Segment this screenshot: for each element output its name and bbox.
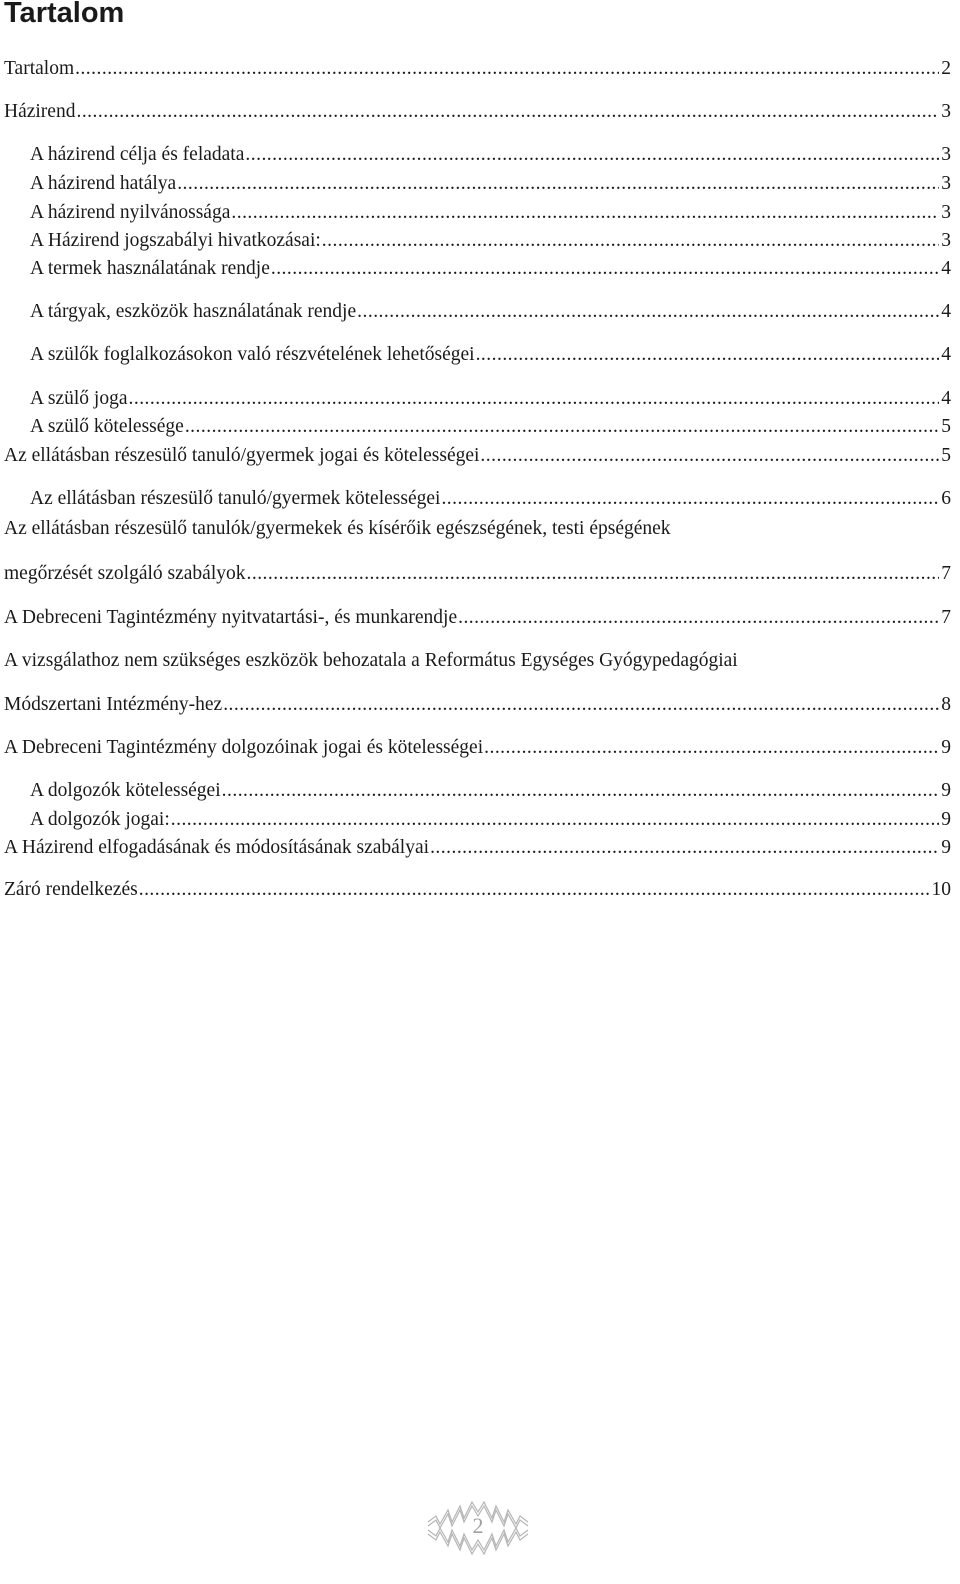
toc-entry[interactable] xyxy=(30,778,951,804)
toc-entry[interactable] xyxy=(30,386,951,412)
toc-entry-label: A házirend célja és feladata xyxy=(30,144,245,165)
dot-leader xyxy=(247,561,940,587)
page-number-badge xyxy=(426,1488,530,1568)
toc-entry-label: Záró rendelkezés xyxy=(4,879,138,900)
toc-entry-page: 3 xyxy=(941,101,951,122)
toc-entry-label: megőrzését szolgáló szabályok xyxy=(4,563,246,584)
toc-entry-label: A Házirend jogszabályi hivatkozásai: xyxy=(30,230,321,251)
page-number: 2 xyxy=(472,1513,484,1538)
toc-entry-page: 6 xyxy=(941,488,951,509)
toc-entry-label: A szülő joga xyxy=(30,388,128,409)
toc-entry-label: A házirend nyilvánossága xyxy=(30,202,231,223)
dot-leader xyxy=(245,142,939,168)
toc-entry[interactable] xyxy=(30,200,951,226)
dot-leader xyxy=(484,735,939,761)
toc-heading: Tartalom xyxy=(4,0,125,29)
dot-leader xyxy=(271,256,939,282)
toc-entry-page: 4 xyxy=(941,301,951,322)
toc-entry[interactable] xyxy=(30,256,951,282)
toc-entry[interactable] xyxy=(4,561,951,587)
toc-entry-label: A dolgozók kötelességei xyxy=(30,780,221,801)
toc-entry[interactable] xyxy=(4,605,951,631)
toc-entry[interactable] xyxy=(30,807,951,833)
dot-leader xyxy=(76,99,939,125)
toc-entry-first-line[interactable] xyxy=(4,516,951,542)
toc-entry[interactable] xyxy=(4,877,951,903)
toc-entry-page: 5 xyxy=(941,416,951,437)
toc-entry-page: 9 xyxy=(941,780,951,801)
dot-leader xyxy=(441,486,939,512)
toc-entry-page: 7 xyxy=(941,607,951,628)
toc-entry[interactable] xyxy=(30,171,951,197)
dot-leader xyxy=(177,171,939,197)
toc-entry[interactable] xyxy=(30,228,951,254)
toc-entry[interactable] xyxy=(30,414,951,440)
dot-leader xyxy=(430,835,939,861)
toc-entry[interactable] xyxy=(30,299,951,325)
toc-entry-label: A házirend hatálya xyxy=(30,173,177,194)
toc-entry-page: 5 xyxy=(941,445,951,466)
toc-entry[interactable] xyxy=(30,142,951,168)
toc-entry-page: 9 xyxy=(941,837,951,858)
toc-entry[interactable] xyxy=(4,735,951,761)
toc-entry-label-line1: A vizsgálathoz nem szükséges eszközök behozatala a Református Egységes Gyógypedagógiai xyxy=(4,650,738,671)
toc-entry-page: 3 xyxy=(941,144,951,165)
toc-entry-first-line[interactable] xyxy=(4,648,951,674)
toc-entry-label: A Házirend elfogadásának és módosításának szabályai xyxy=(4,837,430,858)
toc-entry-label: Az ellátásban részesülő tanuló/gyermek kötelességei xyxy=(30,488,441,509)
dot-leader xyxy=(476,342,940,368)
toc-entry-page: 3 xyxy=(941,202,951,223)
dot-leader xyxy=(231,200,939,226)
toc-entry-page: 7 xyxy=(941,563,951,584)
toc-entry-label: A tárgyak, eszközök használatának rendje xyxy=(30,301,357,322)
toc-entry-page: 4 xyxy=(941,258,951,279)
dot-leader xyxy=(185,414,939,440)
toc-entry-page: 4 xyxy=(941,388,951,409)
toc-entry-label: A Debreceni Tagintézmény dolgozóinak jogai és kötelességei xyxy=(4,737,484,758)
dot-leader xyxy=(139,877,930,903)
toc-entry-label: A Debreceni Tagintézmény nyitvatartási-, és munkarendje xyxy=(4,607,458,628)
toc-entry[interactable] xyxy=(30,342,951,368)
toc-entry[interactable] xyxy=(4,443,951,469)
toc-entry-label: A termek használatának rendje xyxy=(30,258,270,279)
toc-entry-label: Tartalom xyxy=(4,58,75,79)
toc-entry-page: 4 xyxy=(941,344,951,365)
toc-entry-label: A szülő kötelessége xyxy=(30,416,184,437)
dot-leader xyxy=(171,807,940,833)
dot-leader xyxy=(223,692,939,718)
toc-entry-page: 10 xyxy=(931,879,951,900)
toc-entry-page: 3 xyxy=(941,173,951,194)
dot-leader xyxy=(357,299,939,325)
toc-entry[interactable] xyxy=(30,486,951,512)
toc-entry-page: 2 xyxy=(941,58,951,79)
toc-entry-label: Módszertani Intézmény-hez xyxy=(4,694,223,715)
toc-entry-label: Házirend xyxy=(4,101,76,122)
toc-entry-label: Az ellátásban részesülő tanuló/gyermek jogai és kötelességei xyxy=(4,445,480,466)
toc-entry[interactable] xyxy=(4,99,951,125)
dot-leader xyxy=(458,605,939,631)
dot-leader xyxy=(129,386,940,412)
toc-entry[interactable] xyxy=(4,835,951,861)
dot-leader xyxy=(480,443,939,469)
toc-entry-label: A szülők foglalkozásokon való részvételének lehetőségei xyxy=(30,344,475,365)
toc-entry-page: 9 xyxy=(941,809,951,830)
toc-entry[interactable] xyxy=(4,692,951,718)
toc-entry-page: 8 xyxy=(941,694,951,715)
toc-entry-label: A dolgozók jogai: xyxy=(30,809,170,830)
toc-entry[interactable] xyxy=(4,56,951,82)
dot-leader xyxy=(222,778,940,804)
dot-leader xyxy=(75,56,939,82)
toc-entry-page: 3 xyxy=(941,230,951,251)
dot-leader xyxy=(322,228,939,254)
toc-entry-page: 9 xyxy=(941,737,951,758)
toc-entry-label-line1: Az ellátásban részesülő tanulók/gyermekek és kísérőik egészségének, testi épségének xyxy=(4,518,671,539)
